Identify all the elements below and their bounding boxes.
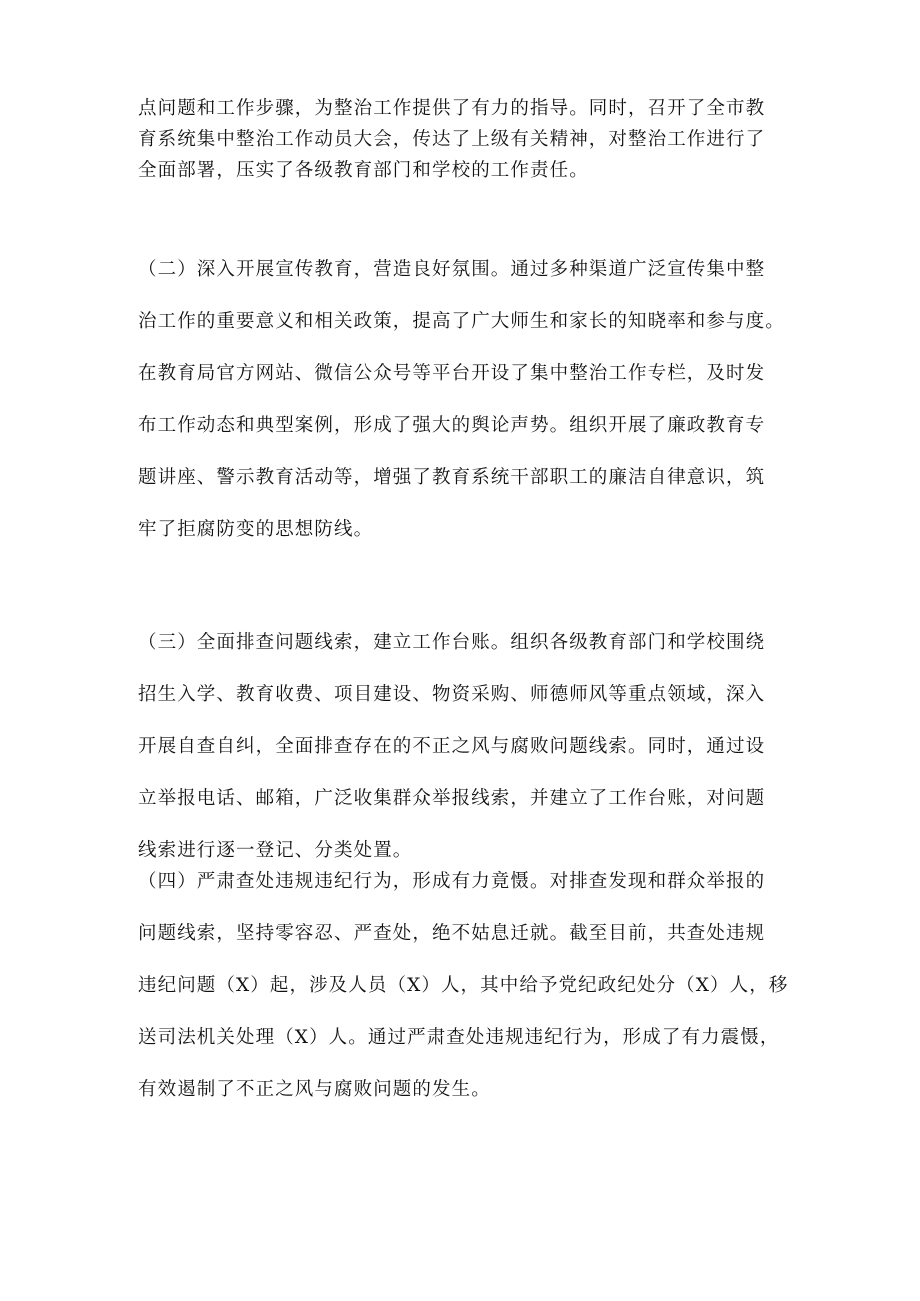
text-line: （三）全面排查问题线索，建立工作台账。组织各级教育部门和学校围绕 [138,632,766,653]
text-line: 问题线索，坚持零容忍、严查处，绝不姑息迁就。截至目前，共查处违规 [138,923,766,944]
text-line: 治工作的重要意义和相关政策，提高了广大师生和家长的知晓率和参与度。 [138,311,785,332]
text-line: 全面部署，压实了各级教育部门和学校的工作责任。 [138,160,589,181]
text-line: 布工作动态和典型案例，形成了强大的舆论声势。组织开展了廉政教育专 [138,415,766,436]
text-line: 招生入学、教育收费、项目建设、物资采购、师德师风等重点领域，深入 [138,684,766,705]
text-line: 违纪问题（X）起，涉及人员（X）人，其中给予党纪政纪处分（X）人，移 [138,975,789,996]
text-line: 线索进行逐一登记、分类处置。 [138,840,413,861]
text-line: 在教育局官方网站、微信公众号等平台开设了集中整治工作专栏，及时发 [138,363,766,384]
text-line: 育系统集中整治工作动员大会，传达了上级有关精神，对整治工作进行了 [138,129,766,150]
text-line: 有效遏制了不正之风与腐败问题的发生。 [138,1079,491,1100]
paragraph-continuation [138,93,788,186]
text-line: 点问题和工作步骤，为整治工作提供了有力的指导。同时，召开了全市教 [138,98,766,119]
text-line: 立举报电话、邮箱，广泛收集群众举报线索，并建立了工作台账，对问题 [138,788,766,809]
text-line: 开展自查自纠，全面排查存在的不正之风与腐败问题线索。同时，通过设 [138,736,766,757]
text-line: （二）深入开展宣传教育，营造良好氛围。通过多种渠道广泛宣传集中整 [138,259,766,280]
paragraph-clue-investigation [138,617,788,877]
paragraph-publicity-education [138,244,788,556]
text-line: 送司法机关处理（X）人。通过严肃查处违规违纪行为，形成了有力震慑， [138,1027,780,1048]
paragraph-violation-handling [138,856,788,1116]
text-line: （四）严肃查处违规违纪行为，形成有力竟慑。对排查发现和群众举报的 [138,871,766,892]
text-line: 题讲座、警示教育活动等，增强了教育系统干部职工的廉洁自律意识，筑 [138,467,766,488]
text-line: 牢了拒腐防变的思想防线。 [138,519,374,540]
